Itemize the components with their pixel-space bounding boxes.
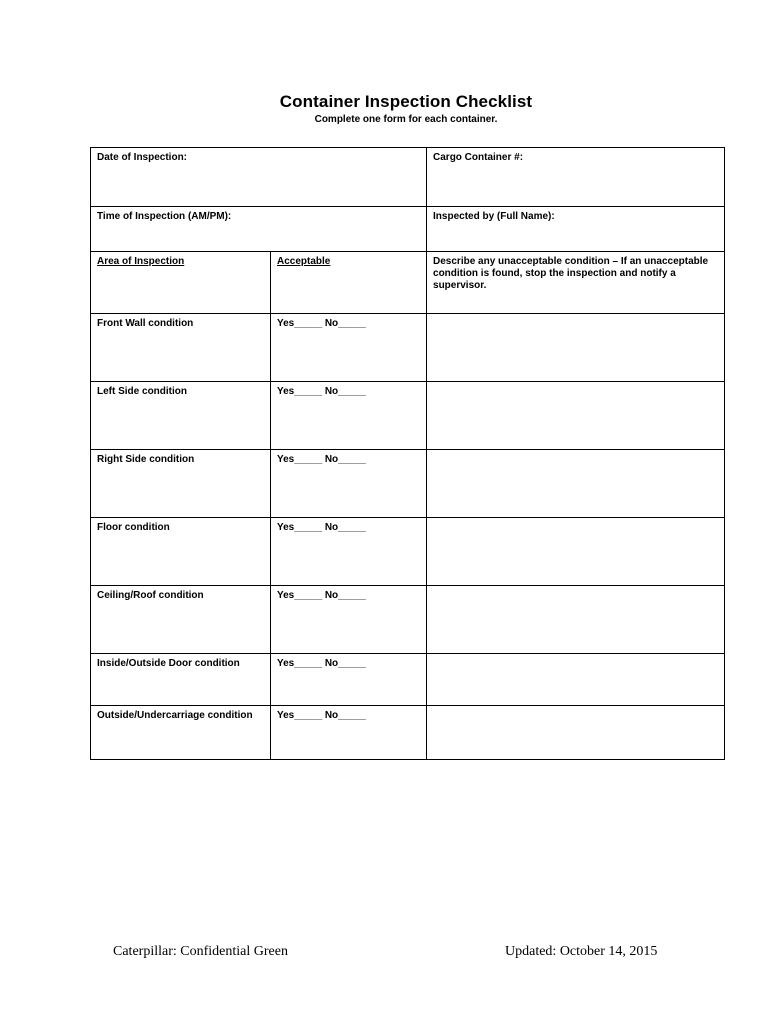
acceptable-yes-no-field[interactable]: Yes_____ No_____ [271, 518, 427, 586]
page-subtitle: Complete one form for each container. [314, 114, 498, 125]
table-row [91, 518, 725, 586]
area-cell: Front Wall condition [91, 314, 271, 382]
time-row [91, 207, 725, 252]
description-field[interactable] [427, 382, 725, 450]
description-field[interactable] [427, 654, 725, 706]
area-of-inspection-header: Area of Inspection [97, 256, 185, 267]
area-cell: Inside/Outside Door condition [91, 654, 271, 706]
area-cell: Floor condition [91, 518, 271, 586]
acceptable-yes-no-field[interactable]: Yes_____ No_____ [271, 706, 427, 760]
acceptable-header-cell [271, 252, 427, 314]
inspection-form-table [90, 147, 725, 760]
description-field[interactable] [427, 586, 725, 654]
table-row [91, 654, 725, 706]
area-cell: Right Side condition [91, 450, 271, 518]
table-row [91, 706, 725, 760]
acceptable-yes-no-field[interactable]: Yes_____ No_____ [271, 654, 427, 706]
acceptable-yes-no-field[interactable]: Yes_____ No_____ [271, 450, 427, 518]
table-row [91, 314, 725, 382]
acceptable-yes-no-field[interactable]: Yes_____ No_____ [271, 314, 427, 382]
inspected-by-field[interactable] [427, 207, 725, 252]
describe-header-cell [427, 252, 725, 314]
description-field[interactable] [427, 518, 725, 586]
description-field[interactable] [427, 314, 725, 382]
area-header-cell [91, 252, 271, 314]
acceptable-yes-no-field[interactable]: Yes_____ No_____ [271, 586, 427, 654]
area-cell: Left Side condition [91, 382, 271, 450]
page-title: Container Inspection Checklist [279, 92, 533, 111]
area-cell: Ceiling/Roof condition [91, 586, 271, 654]
inspected-by-label: Inspected by (Full Name): [433, 211, 555, 222]
acceptable-yes-no-field[interactable]: Yes_____ No_____ [271, 382, 427, 450]
area-cell: Outside/Undercarriage condition [91, 706, 271, 760]
date-of-inspection-label: Date of Inspection: [97, 152, 188, 163]
time-of-inspection-field[interactable] [91, 207, 427, 252]
table-row [91, 450, 725, 518]
acceptable-header: Acceptable [277, 256, 331, 267]
date-row [91, 148, 725, 207]
time-of-inspection-label: Time of Inspection (AM/PM): [97, 211, 232, 222]
description-field[interactable] [427, 706, 725, 760]
footer-classification: Caterpillar: Confidential Green [113, 944, 288, 959]
describe-condition-header: Describe any unacceptable condition – If an unacceptable condition is found, stop the inspection and notify a supervisor. [433, 256, 709, 291]
table-header-row [91, 252, 725, 314]
table-row [91, 586, 725, 654]
footer-updated-date: Updated: October 14, 2015 [505, 944, 658, 959]
description-field[interactable] [427, 450, 725, 518]
table-row [91, 382, 725, 450]
cargo-container-field[interactable] [427, 148, 725, 207]
date-of-inspection-field[interactable] [91, 148, 427, 207]
cargo-container-label: Cargo Container #: [433, 152, 524, 163]
